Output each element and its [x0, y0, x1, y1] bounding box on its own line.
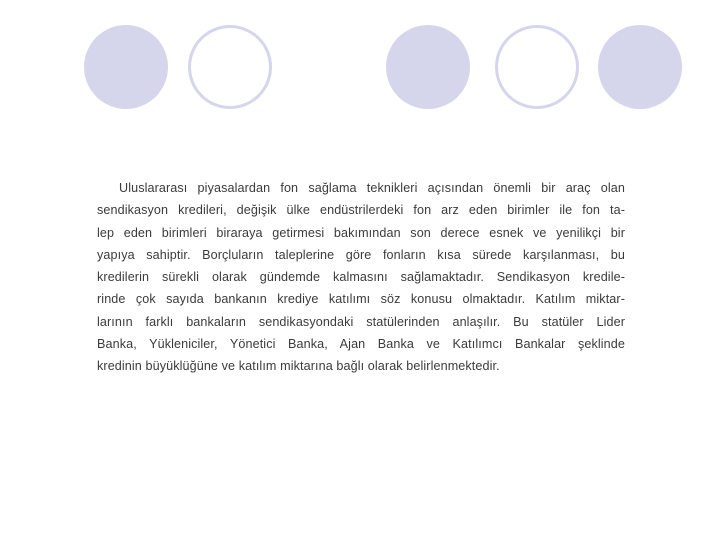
decorative-filled-circle-icon [598, 25, 682, 109]
paragraph-line: Uluslararası piyasalardan fon sağlama teknikleri açısından önemli bir araç olan [119, 181, 625, 195]
decorative-outline-circle-icon [495, 25, 579, 109]
paragraph-line: rinde çok sayıda bankanın krediye katılımı söz konusu olmaktadır. Katılım miktar- [97, 292, 625, 307]
body-paragraph [97, 177, 625, 378]
paragraph-line: Banka, Yükleniciler, Yönetici Banka, Ajan Banka ve Katılımcı Bankalar şeklinde [97, 337, 625, 352]
paragraph-line: sendikasyon kredileri, değişik ülke endüstrilerdeki fon arz eden birimler ile fon ta- [97, 203, 625, 218]
decorative-outline-circle-icon [188, 25, 272, 109]
paragraph-line: kredinin büyüklüğüne ve katılım miktarına bağlı olarak belirlenmektedir. [97, 359, 500, 374]
paragraph-line: kredilerin sürekli olarak gündemde kalmasını sağlamaktadır. Sendikasyon kredile- [97, 270, 625, 285]
paragraph-line: yapıya sahiptir. Borçluların taleplerine göre fonların kısa sürede karşılanması, bu [97, 247, 625, 262]
decorative-filled-circle-icon [84, 25, 168, 109]
paragraph-line: larının farklı bankaların sendikasyondaki statülerinden anlaşılır. Bu statüler Lider [97, 314, 625, 329]
paragraph-line: lep eden birimleri biraraya getirmesi bakımından son derece esnek ve yenilikçi bir [97, 225, 625, 240]
decorative-filled-circle-icon [386, 25, 470, 109]
